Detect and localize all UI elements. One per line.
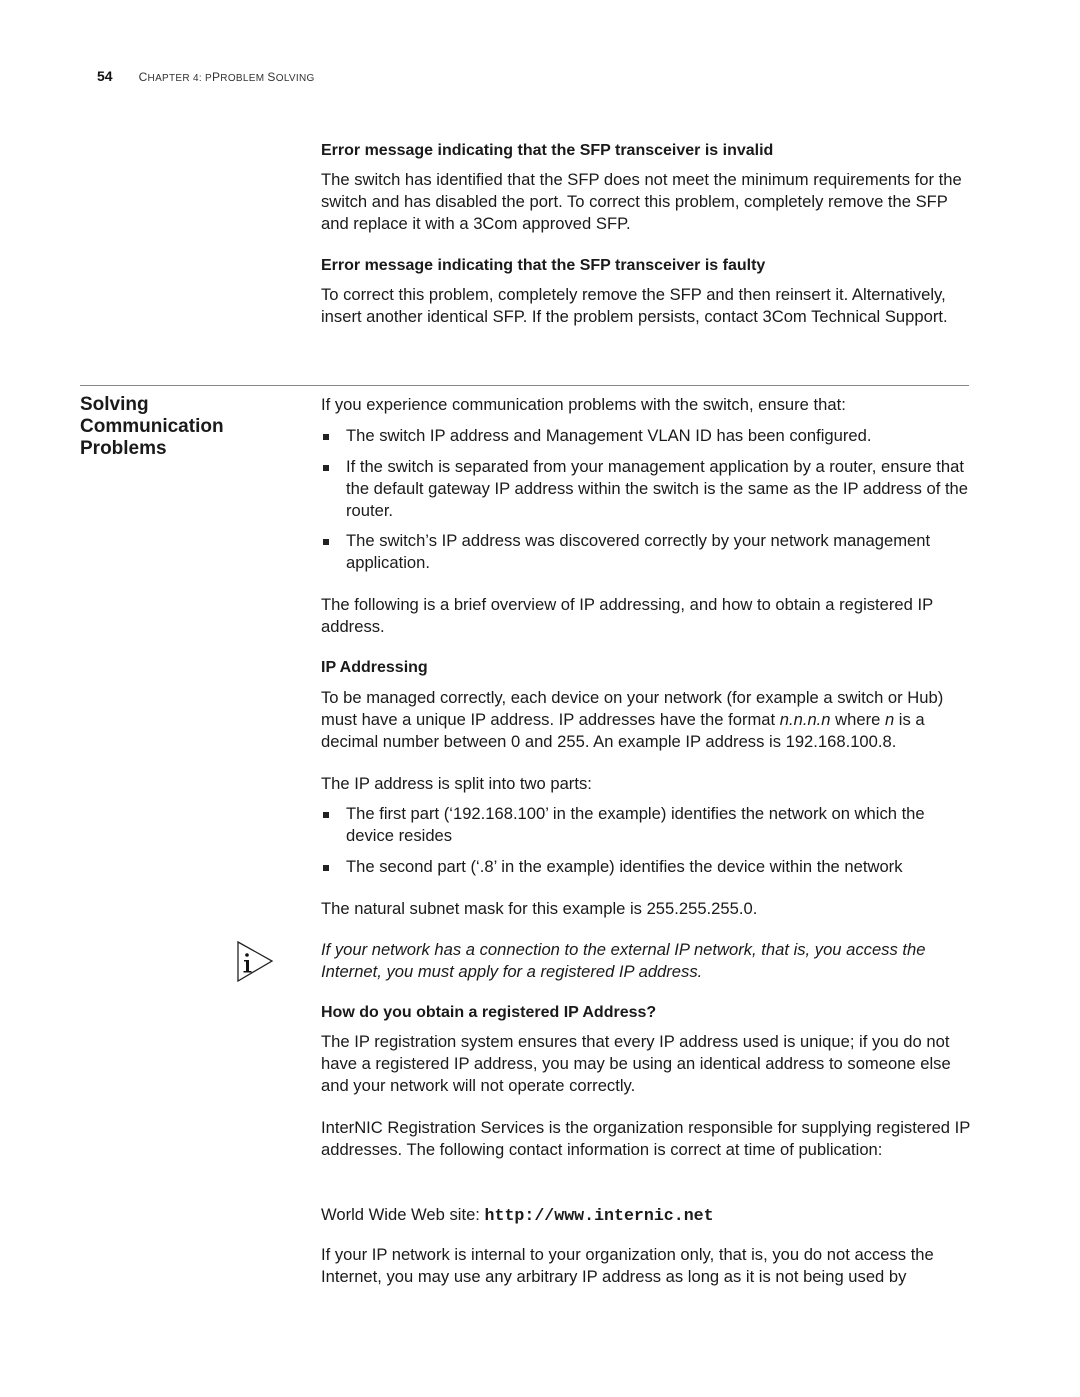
- overview-paragraph: The following is a brief overview of IP addressing, and how to obtain a registered IP address.: [321, 595, 933, 636]
- bullet-icon: [323, 434, 329, 440]
- list-item: [321, 425, 971, 447]
- section-intro: If you experience communication problems with the switch, ensure that:: [321, 395, 846, 414]
- running-header: [97, 68, 315, 84]
- chapter-part: OLVING: [275, 73, 315, 84]
- bullet-icon: [323, 539, 329, 545]
- text: is a decimal number between 0 and 255. An example IP address is 192.168.100.8.: [321, 710, 925, 751]
- chapter-part: ROBLEM: [220, 73, 268, 84]
- chapter-letter: C: [138, 70, 148, 84]
- list-item-text: The switch’s IP address was discovered correctly by your network management application.: [346, 531, 931, 572]
- variable-text: n: [884, 710, 895, 729]
- sfp-invalid-heading: Error message indicating that the SFP transceiver is invalid: [321, 142, 774, 159]
- registration-paragraph: The IP registration system ensures that every IP address used is unique; if you do not have a registered IP address, you may be using an identical address to someone else and your network will not operate correctly.: [321, 1032, 951, 1095]
- internic-paragraph: InterNIC Registration Services is the organization responsible for supplying registered IP addresses. The following contact information is correct at time of publication:: [321, 1118, 971, 1159]
- list-item: [321, 856, 971, 878]
- chapter-part: HAPTER 4: P: [147, 73, 212, 84]
- registration-heading: How do you obtain a registered IP Address?: [321, 1004, 657, 1021]
- list-item: [321, 530, 971, 574]
- bullet-icon: [323, 465, 329, 471]
- www-link[interactable]: http://www.internic.net: [484, 1206, 714, 1225]
- note-paragraph: If your network has a connection to the external IP network, that is, you access the Internet, you must apply for a registered IP address.: [321, 940, 926, 981]
- page-number: 54: [97, 68, 113, 84]
- text: where: [830, 710, 885, 729]
- list-item-text: The first part (‘192.168.100’ in the example) identifies the network on which the device resides: [346, 804, 925, 845]
- split-paragraph: The IP address is split into two parts:: [321, 774, 592, 793]
- chapter-title: CHAPTER 4: PPROBLEM SOLVING: [138, 70, 315, 84]
- section-divider: [80, 385, 969, 386]
- www-line: [321, 1204, 971, 1227]
- internal-network-paragraph: If your IP network is internal to your organization only, that is, you do not access the Internet, you may use any arbitrary IP address as long as it is not being used by: [321, 1245, 934, 1286]
- bullet-icon: [323, 865, 329, 871]
- list-item: [321, 803, 971, 847]
- list-item-text: The second part (‘.8’ in the example) identifies the device within the network: [346, 857, 903, 876]
- info-icon: [236, 940, 276, 989]
- format-text: n.n.n.n: [779, 710, 831, 729]
- list-item-text: The switch IP address and Management VLAN ID has been configured.: [346, 426, 872, 445]
- www-label: World Wide Web site:: [321, 1205, 485, 1224]
- text: To be managed correctly, each device on your network (for example a switch or Hub) must have a unique IP address. IP addresses have the format: [321, 688, 944, 729]
- subnet-paragraph: The natural subnet mask for this example is 255.255.255.0.: [321, 899, 758, 918]
- chapter-letter: S: [267, 70, 276, 84]
- ip-addressing-paragraph: [321, 687, 971, 753]
- section-title-line: Solving: [80, 394, 149, 415]
- list-item-text: If the switch is separated from your management application by a router, ensure that the default gateway IP address within the switch is the same as the IP address of the router.: [346, 457, 969, 520]
- list-item: [321, 456, 971, 522]
- bullet-icon: [323, 812, 329, 818]
- section-title: [80, 394, 250, 460]
- ip-addressing-heading: IP Addressing: [321, 659, 428, 676]
- section-title-line: Problems: [80, 438, 167, 459]
- sfp-faulty-heading: Error message indicating that the SFP transceiver is faulty: [321, 257, 766, 274]
- sfp-invalid-body: The switch has identified that the SFP does not meet the minimum requirements for the switch and has disabled the port. To correct this problem, completely remove the SFP and replace it with a 3Com approved SFP.: [321, 170, 962, 233]
- section-title-line: Communication: [80, 416, 224, 437]
- sfp-faulty-body: To correct this problem, completely remove the SFP and then reinsert it. Alternatively, insert another identical SFP. If the problem persists, contact 3Com Technical Support.: [321, 285, 948, 326]
